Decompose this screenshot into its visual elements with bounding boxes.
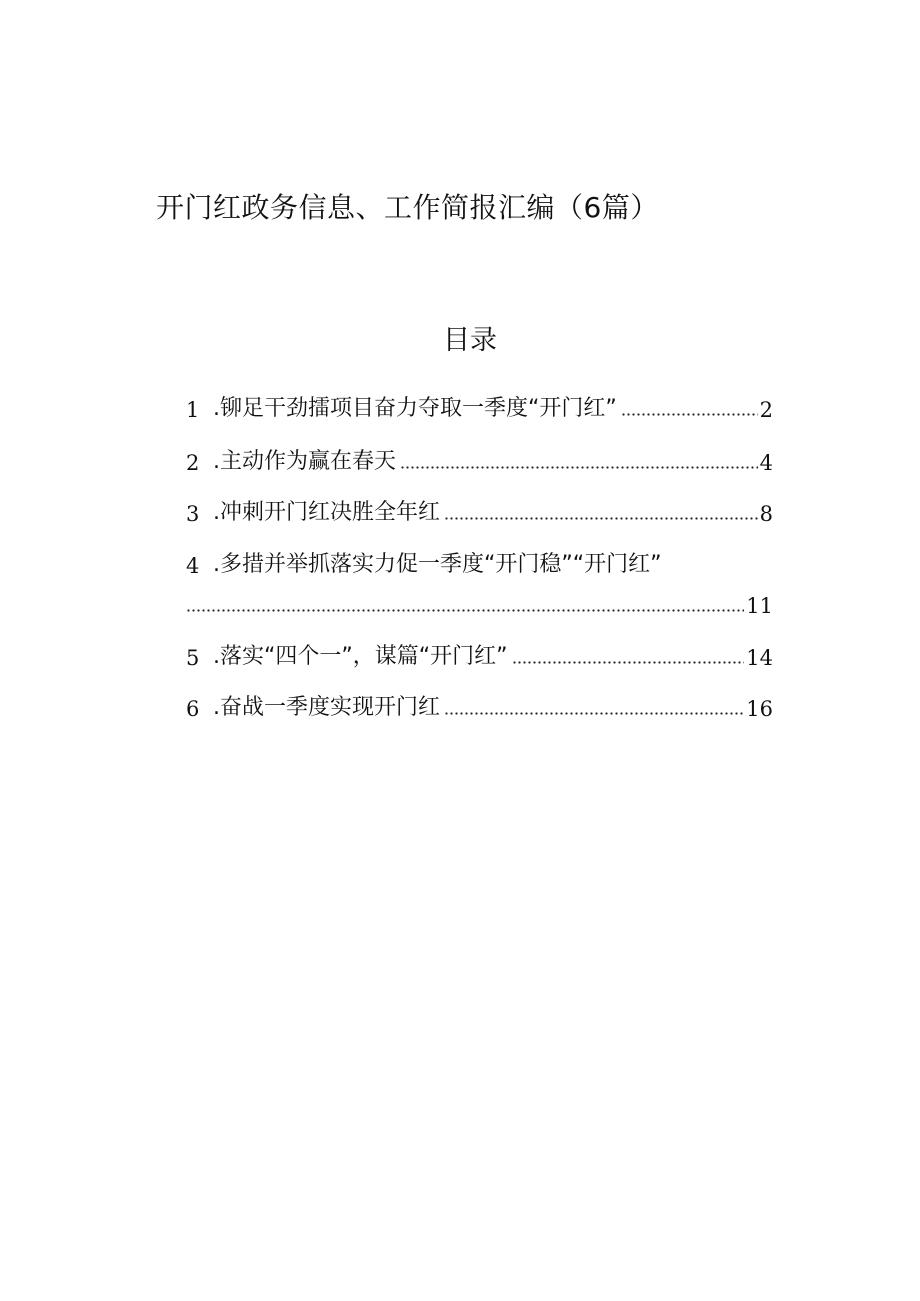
- toc-entry-3[interactable]: [186, 494, 773, 526]
- toc-entry-2[interactable]: [186, 443, 773, 475]
- toc-entry-title: .落实“四个一”，谋篇“开门红”: [213, 644, 508, 669]
- toc-dot-leader: [512, 655, 745, 665]
- toc-dot-leader: [621, 407, 758, 417]
- toc-entry-number: 5: [186, 646, 200, 670]
- document-title: 开门红政务信息、工作简报汇编（6篇）: [156, 191, 659, 224]
- toc-entry-title: .主动作为赢在春天: [213, 449, 396, 474]
- toc-entry-page: 11: [746, 594, 773, 618]
- toc-entry-title: .奋战一季度实现开门红: [213, 695, 440, 720]
- toc-dot-leader: [444, 706, 744, 716]
- toc-entry-page: 14: [746, 646, 773, 670]
- toc-entry-4[interactable]: [186, 546, 773, 578]
- toc-entry-page: 8: [759, 502, 773, 526]
- toc-entry-number: 6: [186, 697, 200, 721]
- toc-entry-number: 2: [186, 451, 200, 475]
- toc-entry-title: .多措并举抓落实力促一季度“开门稳”“开门红”: [213, 552, 662, 577]
- toc-entry-5[interactable]: [186, 638, 773, 670]
- toc-entry-number: 1: [186, 398, 200, 422]
- toc-entry-title: .铆足干劲擂项目奋力夺取一季度“开门红”: [213, 396, 617, 421]
- toc-entry-page: 4: [759, 451, 773, 475]
- toc-entry-title: .冲刺开门红决胜全年红: [213, 500, 440, 525]
- toc-dot-leader: [444, 511, 758, 521]
- toc-entry-4-continuation[interactable]: [186, 588, 773, 618]
- toc-entry-page: 16: [746, 697, 773, 721]
- toc-entry-1[interactable]: [186, 390, 773, 422]
- toc-dot-leader: [186, 603, 744, 613]
- toc-heading: 目录: [443, 325, 497, 356]
- toc-entry-number: 4: [186, 554, 200, 578]
- toc-entry-page: 2: [759, 398, 773, 422]
- toc-entry-6[interactable]: [186, 689, 773, 721]
- toc-dot-leader: [400, 460, 758, 470]
- toc-entry-number: 3: [186, 502, 200, 526]
